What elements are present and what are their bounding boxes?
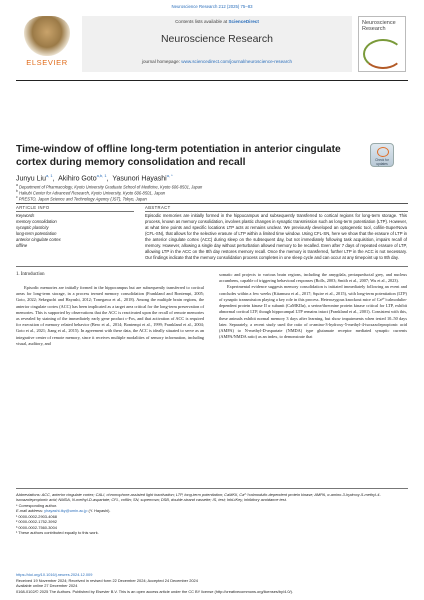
homepage-line — [82, 59, 352, 64]
author-marker: a,b, 1 — [96, 173, 107, 178]
abstract-text: Episodic memories are initially formed in the hippocampus and subsequently transferred to cortical regions for long-term storage. This process, known as memory consolidation, involves plastic changes in synaptic transmission such as long-term potentiation (LTP). However, at what time points and specific locations LTP acts at remains unclear. We previously developed an optogenetic tool, cofilin-SuperNova (CFL-SN), that allows for the selective erasure of LTP within a limited time window. Using CFL-SN, here we show that the erasure of LTP in the anterior cingulate cortex (ACC) during sleep on the subsequent day, but not immediately following task acquisition, impairs recall of memory. However, allowing a single day without perturbation allowed memory to be recalled. Even after 7 days of repeated erasure of LTP, allowing LTP in the ACC on the 8th day restores memory recall. Once the memory is transferred, further LTP in the ACC is not necessary. Our findings indicate that the memory consolidation process completes in one sleep cycle and can occur at any timepoint up to 8th day. — [145, 213, 407, 261]
orcid-line[interactable]: ¹ 0000-0002-2903-4068 — [16, 513, 57, 519]
masthead-rule — [16, 80, 408, 81]
body-paragraph: Episodic memories are initially formed in the hippocampus but are subsequently transferred to cortical areas for long-term storage, in a process termed memory consolidation (Frankland and Bontempi, 2005; Goto, 2022; Sekeguchi and Hayashi, 2012; Tonegawa et al., 2018). Among the multiple brain regions, the anterior cingulate cortex (ACC) has been implicated as a target area critical for the long-term preservation of memories. This is supported by observations that the ACC is reactivated upon the recall of remote memories as revealed by staining of the immediately early gene product c-Fos, and that activation of ACC is required for execution of memory related behavior (Bero et al., 2014; Bontempi et al., 1999; Frankland et al., 2004; Goto et al., 2021; Jiang et al., 2015). In agreement with these data, the ACC is ideally situated to serve as an integrative center of remote memory, since it receives multiple modalities of sensory information, including visual, auditory, and — [16, 284, 204, 346]
affiliation-text: Hakubi Center for Advanced Research, Kyoto University, Kyoto 606-8501, Japan — [18, 190, 166, 196]
equal-contribution-note: ¹ These authors contributed equally to this work. — [16, 530, 99, 536]
cover-artwork — [363, 39, 403, 69]
orcid-id[interactable]: 0000-0002-2903-4068 — [18, 513, 57, 519]
orcid-line[interactable]: ³ 0000-0002-7560-3004 — [16, 524, 57, 530]
contents-prefix: Contents lists available at — [175, 19, 228, 24]
footnote-rule — [16, 488, 408, 489]
tree-icon — [24, 16, 70, 56]
journal-citation[interactable]: Neuroscience Research 212 (2025) 75–83 — [171, 4, 253, 9]
email-link[interactable]: yhayashi-tky@umin.ac.jp — [44, 508, 88, 514]
publisher-wordmark: ELSEVIER — [26, 58, 68, 67]
elsevier-logo — [16, 14, 78, 72]
body-column-left — [16, 272, 204, 347]
footnotes — [16, 492, 408, 536]
body-paragraph: Experimental evidence suggests memory consolidation is initiated immediately following an event and concludes within a few weeks (Kitamura et al., 2017; Squire et al., 2015), with long-term potentiation (LTP) of synaptic transmission playing a key role in this process. Heterozygous knockout mice of Ca²⁺/calmodulin-dependent protein kinase II α subunit (CaMKIIα), a serine/threonine protein kinase critical for LTP, exhibit abnormal cortical LTP, though hippocampal LTP remains intact (Frankland et al., 2001). Consistent with this, these animals exhibit normal memory 3 days after learning, but show impairments when tested 10–50 days later. Separately, a recent study used the ratio of α-amino-3-hydroxy-5-methyl-4-isoxazolepropionic acid (AMPA) to N-methyl-D-aspartate (NMDA) type glutamate receptor mediated synaptic currents (AMPA/NMDA ratio) as an index, to demonstrate that — [219, 284, 407, 340]
affiliation — [16, 195, 406, 201]
journal-masthead — [16, 14, 408, 76]
author-list: Junyu Liu$^{a, 1}$, Akihiro Goto$^{a,b, 1}$, Yasunori Hayashi$^{a, *}$ — [16, 173, 173, 183]
orcid-id[interactable]: 0000-0002-1752-3992 — [18, 519, 57, 525]
email-label: E-mail address: — [16, 508, 44, 514]
info-rule — [16, 203, 408, 204]
keyword: anterior cingulate cortex — [16, 237, 61, 242]
journal-cover-thumbnail[interactable] — [358, 16, 406, 72]
keyword: synaptic plasticity — [16, 225, 49, 230]
abstract-end-rule — [16, 266, 408, 267]
check-for-updates-badge[interactable] — [370, 143, 394, 167]
contents-line — [82, 19, 352, 24]
sciencedirect-link[interactable]: ScienceDirect — [228, 19, 259, 24]
author-name[interactable]: Akihiro Goto — [58, 175, 97, 183]
affiliation-text: PRESTO, Japan Science and Technology Agency (JST), Tokyo, Japan — [18, 196, 147, 202]
journal-banner — [82, 16, 352, 72]
journal-title: Neuroscience Research — [160, 33, 274, 45]
author-name[interactable]: Junyu Liu — [16, 175, 46, 183]
journal-homepage-link[interactable]: www.sciencedirect.com/journal/neuroscience-research — [181, 59, 293, 64]
keywords-label: Keywords — [16, 213, 35, 218]
abstract-subrule — [145, 211, 408, 212]
affiliation-marker: c — [16, 195, 18, 199]
abbreviations-note: Abbreviations: ACC, anterior cingulate cortex; CALI, chromophore-assisted light inactivation; LTP, long-term potentiation; CaMKII, Ca²⁺/calmodulin-dependent protein kinase; AMPA, α-amino-3-hydroxy-5-methyl-4-isoxazolepropionic acid; NMDA, N-methyl-D-aspartate; CFL, cofilin; SN, supernova; DSB, double-strand cassette; IS, test; InhLtKey, inhibitory avoidance test. — [16, 492, 381, 503]
keyword: offline — [16, 243, 28, 248]
affiliation-marker: b — [16, 189, 18, 193]
body-paragraph: somatic and projects to various brain regions, including the amygdala, periaqueductal grey, and nucleus accumbens, capable of triggering behavioral responses (Bolls, 2003; Smith et al., 2007; Wu et al., 2023). — [219, 272, 407, 284]
keyword: long-term potentiation — [16, 231, 57, 236]
license-line: 0168-0102/© 2025 The Authors. Published by Elsevier B.V. This is an open access article under the CC BY license (http://creativecommons.org/licenses/by/4.0/). — [16, 588, 293, 594]
info-subrule — [16, 211, 134, 212]
doi-link[interactable]: https://doi.org/10.1016/j.neures.2024.12.009 — [16, 572, 93, 577]
orcid-id[interactable]: 0000-0002-7560-3004 — [18, 524, 57, 530]
available-online: Available online 27 December 2024 — [16, 583, 78, 589]
orcid-line[interactable]: ² 0000-0002-1752-3992 — [16, 519, 57, 525]
affiliation-marker: a — [16, 183, 18, 187]
author-name[interactable]: Yasunori Hayashi — [112, 175, 167, 183]
body-column-right — [219, 272, 407, 340]
section-heading: 1. Introduction — [16, 272, 45, 277]
article-title: Time-window of offline long-term potentiation in anterior cingulate cortex during memory consolidation and recall — [16, 144, 341, 169]
article-info-heading: ARTICLE INFO — [16, 205, 50, 210]
cover-title: Neuroscience Research — [362, 20, 396, 32]
author-marker: a, 1 — [45, 173, 53, 178]
badge-label: Check for updates — [375, 158, 389, 166]
homepage-prefix: journal homepage: — [141, 59, 180, 64]
corresponding-author-note: * Corresponding author. — [16, 502, 58, 508]
keyword: memory consolidation — [16, 219, 57, 224]
affiliation-text: Department of Pharmacology, Kyoto University Graduate School of Medicine, Kyoto 606-8501, Japan — [18, 184, 203, 190]
abstract-heading: ABSTRACT — [145, 205, 171, 210]
article-footer — [16, 572, 408, 595]
received-dates: Received 19 November 2024; Received in revised form 22 December 2024; Accepted 24 December 2024 — [16, 577, 198, 583]
email-suffix: (Y. Hayashi). — [88, 508, 111, 514]
check-updates-icon — [377, 147, 389, 157]
author-marker: a, * — [166, 173, 173, 178]
